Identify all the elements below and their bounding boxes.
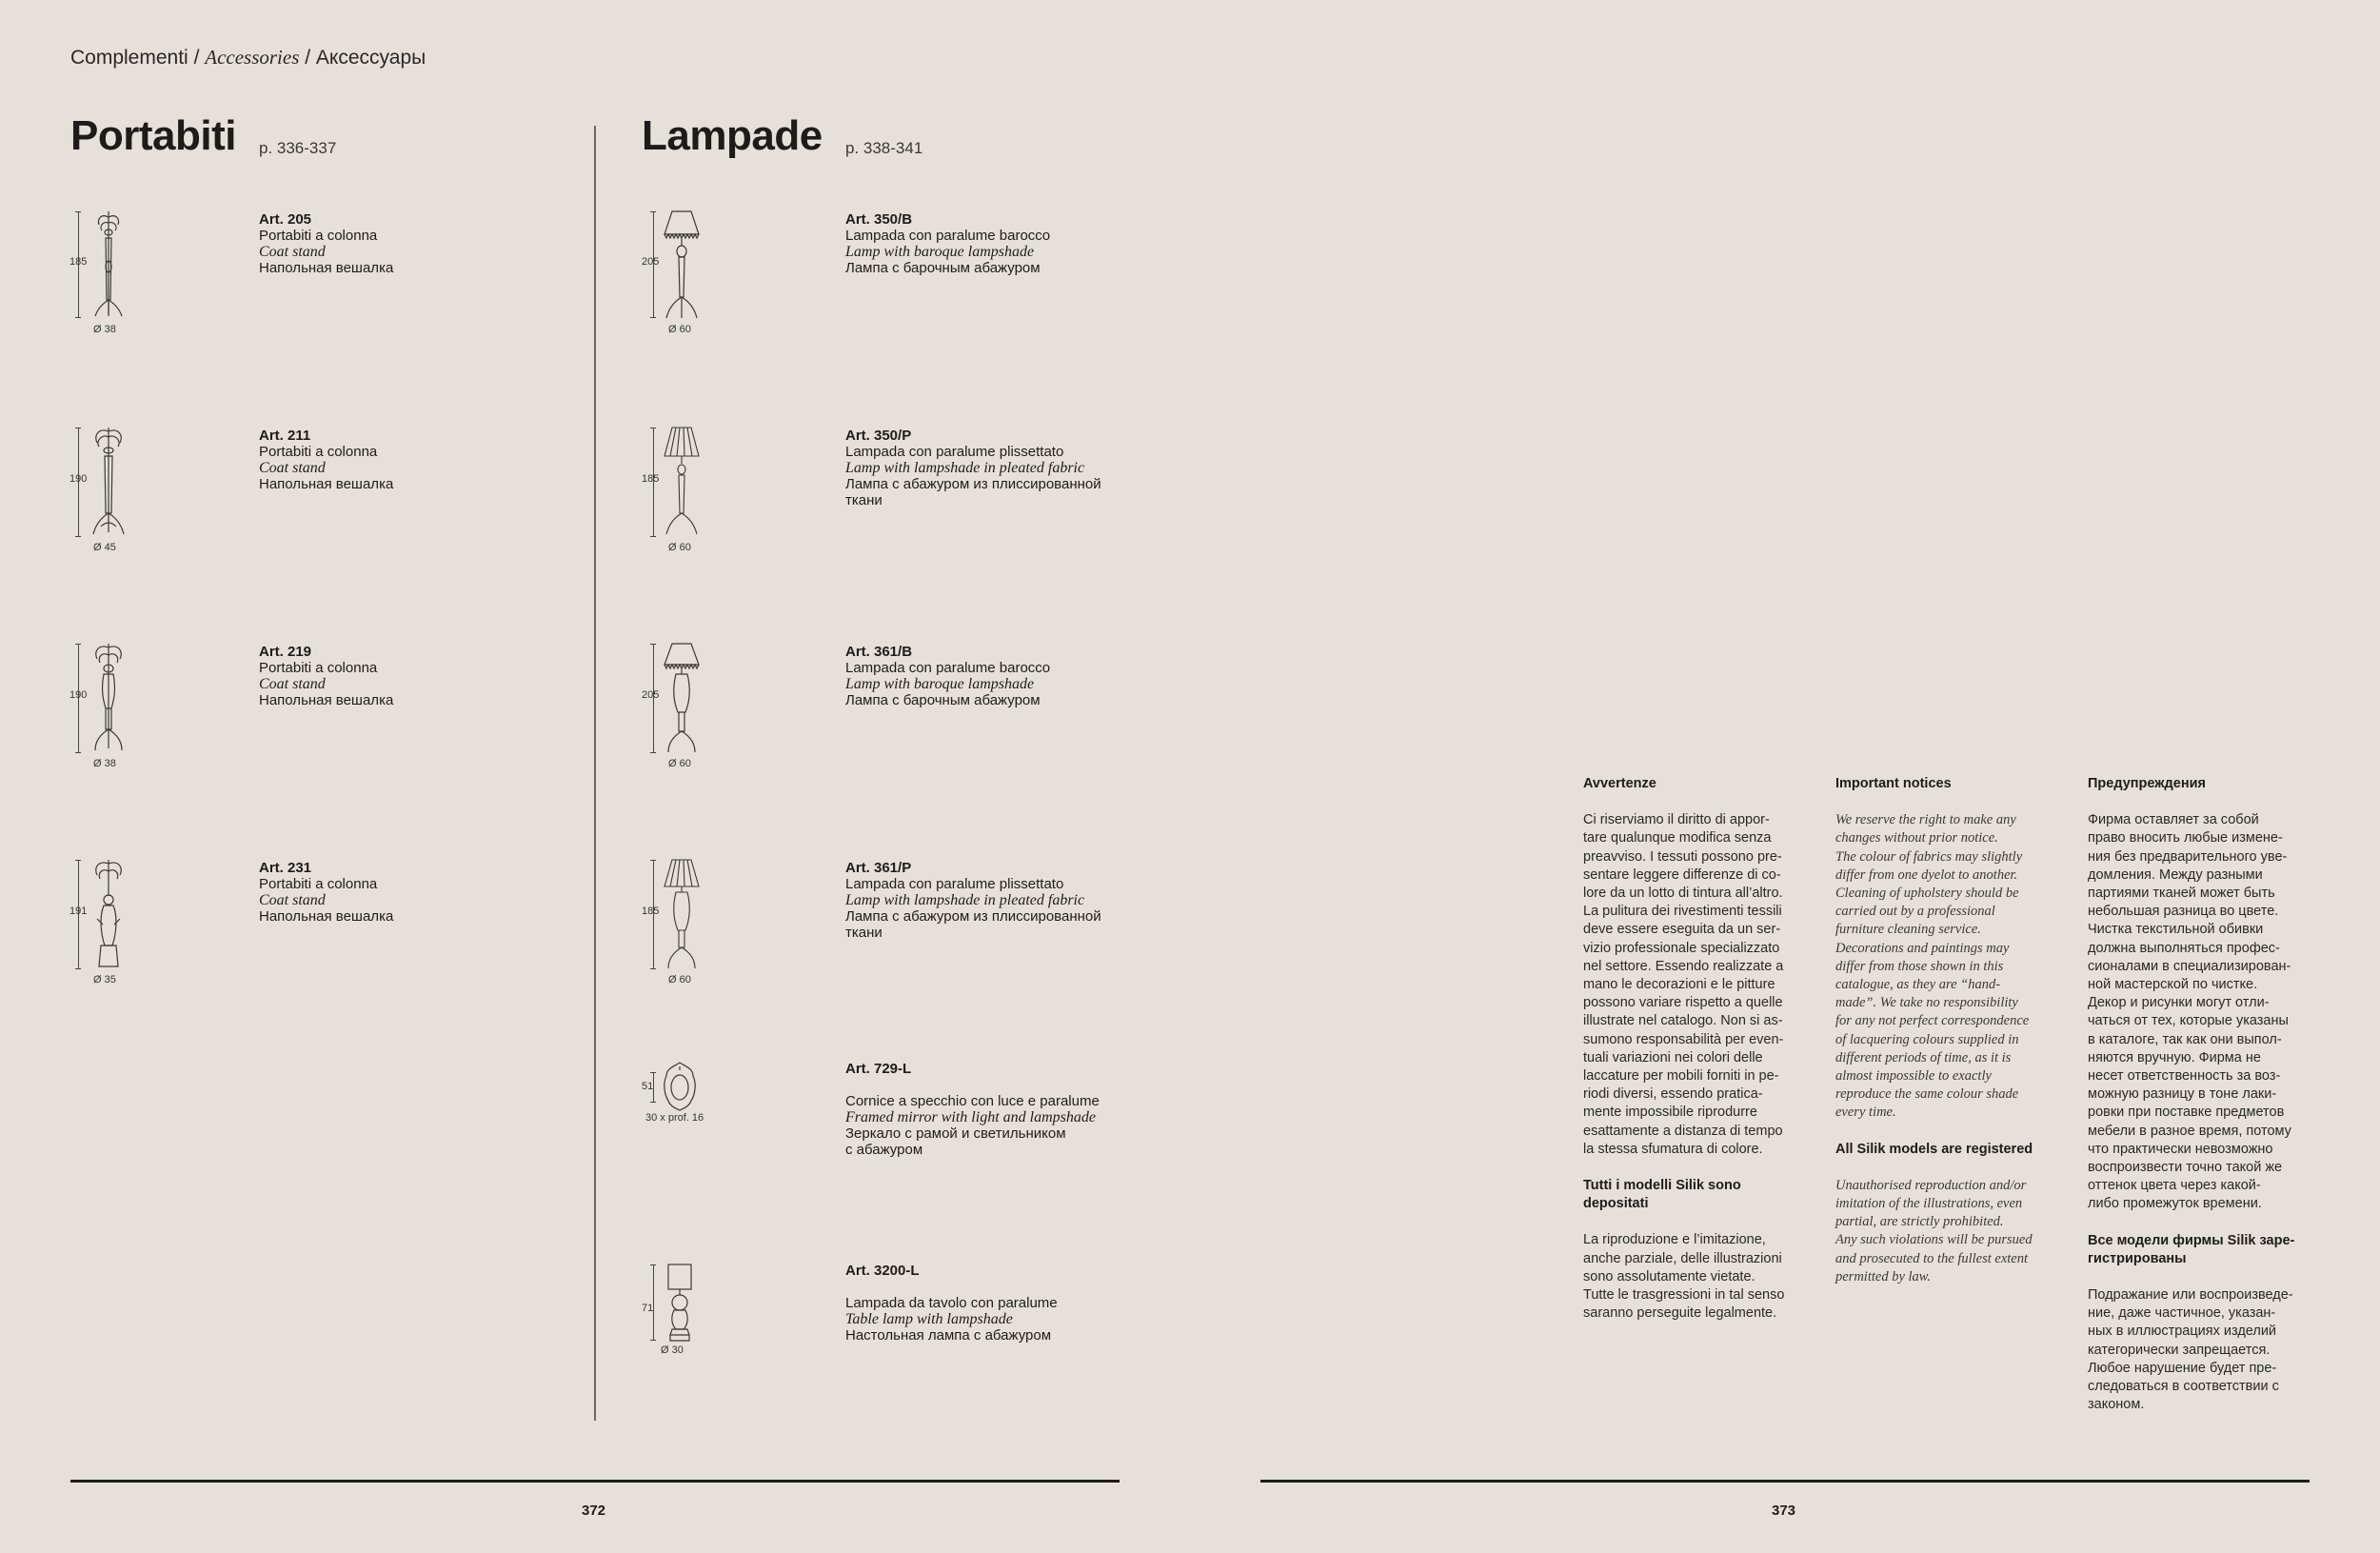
notice-column-ru	[2088, 775, 2307, 1415]
product-231	[259, 860, 393, 925]
notice-line: anche parziale, delle illustrazioni	[1583, 1250, 1782, 1266]
notice-line: partial, are strictly prohibited.	[1835, 1214, 2004, 1230]
notice-line: permitted by law.	[1835, 1268, 1932, 1284]
product-name-it: Portabiti a colonna	[259, 228, 378, 244]
notice-line: партиями тканей может быть	[2088, 886, 2275, 902]
dimension-diameter: Ø 30	[661, 1344, 684, 1356]
product-name-ru: Настольная лампа с абажуром	[845, 1327, 1052, 1344]
notice-subheading	[1583, 1177, 1802, 1213]
notice-line: Ci riserviamo il diritto di appor-	[1583, 812, 1770, 828]
notice-line: possono variare rispetto a quelle	[1583, 995, 1783, 1011]
breadcrumb-it: Complementi	[70, 47, 188, 69]
product-illustration-729l	[640, 1059, 744, 1135]
breadcrumb-separator: /	[193, 47, 200, 69]
notice-line: The colour of fabrics may slightly	[1835, 848, 2023, 865]
notice-line: every time.	[1835, 1105, 1896, 1121]
pleated-lamp-icon	[659, 858, 704, 972]
notice-line: saranno perseguite legalmente.	[1583, 1305, 1777, 1322]
dimension-height: 51	[642, 1081, 654, 1092]
product-205	[259, 211, 393, 276]
product-name-it: Lampada con paralume barocco	[845, 228, 1051, 244]
product-code: Art. 205	[259, 211, 312, 228]
product-name-ru: Лампа с барочным абажуром	[845, 692, 1041, 708]
notice-line: Unauthorised reproduction and/or	[1835, 1177, 2027, 1193]
dimension-diameter: Ø 45	[93, 542, 116, 553]
product-illustration-350b	[640, 209, 716, 338]
notice-line: чаться от тех, которые указаны	[2088, 1013, 2289, 1029]
product-name-ru-cont: ткани	[845, 492, 883, 508]
product-name-en: Lamp with baroque lampshade	[845, 244, 1035, 260]
notice-line: esattamente a distanza di tempo	[1583, 1123, 1783, 1139]
dimension-height: 185	[642, 906, 660, 917]
notice-subheading-line: All Silik models are registered	[1835, 1141, 2033, 1157]
notice-line: Cleaning of upholstery should be	[1835, 886, 2019, 902]
product-name-ru: Напольная вешалка	[259, 692, 394, 708]
product-name-en: Coat stand	[259, 244, 326, 260]
product-name-en: Coat stand	[259, 676, 326, 692]
notice-line: sono assolutamente vietate.	[1583, 1268, 1755, 1284]
notice-line: la stessa sfumatura di colore.	[1583, 1141, 1763, 1157]
notice-line: что практически невозможно	[2088, 1141, 2273, 1157]
notice-body	[2088, 811, 2307, 1213]
notice-line: preavviso. I tessuti possono pre-	[1583, 848, 1782, 865]
product-219	[259, 644, 393, 708]
notice-line: следоваться в соответствии с	[2088, 1379, 2279, 1395]
notice-line: Фирма оставляет за собой	[2088, 812, 2259, 828]
notice-line: catalogue, as they are “hand-	[1835, 977, 2001, 993]
product-name-en: Coat stand	[259, 892, 326, 908]
page-number-right: 373	[1772, 1503, 1796, 1519]
notice-line: категорически запрещается.	[2088, 1342, 2271, 1358]
notice-line: mente impossibile riprodurre	[1583, 1105, 1757, 1121]
dimension-height: 205	[642, 256, 660, 268]
product-name-en: Lamp with lampshade in pleated fabric	[845, 892, 1085, 908]
notice-line: ных в иллюстрациях изделий	[2088, 1324, 2277, 1340]
product-name-it: Lampada con paralume plissettato	[845, 444, 1064, 460]
notice-line: Any such violations will be pursued	[1835, 1232, 2033, 1248]
product-code: Art. 3200-L	[845, 1263, 920, 1279]
notice-line: riodi diversi, essendo pratica-	[1583, 1086, 1763, 1103]
notice-line: Декор и рисунки могут отли-	[2088, 995, 2270, 1011]
dimension-diameter: Ø 60	[668, 324, 691, 335]
product-name-ru: Лампа с барочным абажуром	[845, 260, 1041, 276]
product-code: Art. 361/P	[845, 860, 912, 876]
dimension-diameter: Ø 38	[93, 324, 116, 335]
notice-line: mano le decorazioni e le pitture	[1583, 977, 1775, 993]
dimension-height: 190	[69, 689, 88, 701]
baroque-lamp-icon	[659, 642, 704, 756]
product-350p	[845, 428, 1101, 508]
product-illustration-205	[67, 209, 133, 338]
product-name-it: Lampada con paralume barocco	[845, 660, 1051, 676]
product-name-en: Table lamp with lampshade	[845, 1311, 1013, 1327]
product-name-it: Portabiti a colonna	[259, 444, 378, 460]
dimension-height: 190	[69, 473, 88, 485]
product-name-ru: Напольная вешалка	[259, 908, 394, 925]
notice-column-en	[1835, 775, 2054, 1286]
product-name-it: Lampada da tavolo con paralume	[845, 1295, 1058, 1311]
notice-body	[1583, 811, 1802, 1159]
notice-line: differ from those shown in this	[1835, 958, 2004, 974]
notice-subheading-line: depositati	[1583, 1196, 1649, 1212]
notice-line: сионалами в специализирован-	[2088, 958, 2291, 974]
product-illustration-211	[67, 426, 133, 554]
baroque-lamp-icon	[659, 209, 704, 322]
notice-line: for any not perfect correspondence	[1835, 1013, 2030, 1029]
breadcrumb-en: Accessories	[205, 46, 300, 69]
dimension-diameter: Ø 60	[668, 974, 691, 986]
notice-line: должна выполняться профес-	[2088, 940, 2280, 956]
table-lamp-icon	[659, 1263, 701, 1343]
notice-line: changes without prior notice.	[1835, 830, 1998, 846]
notice-line: оттенок цвета через какой-	[2088, 1178, 2261, 1194]
notice-subheading-line: Все модели фирмы Silik заре-	[2088, 1232, 2295, 1248]
dimension-size: 30 x prof. 16	[645, 1112, 704, 1124]
notice-line: laccature per mobili forniti in pe-	[1583, 1068, 1779, 1085]
notice-line: можную разницу в тоне лаки-	[2088, 1086, 2277, 1103]
notice-line: несет ответственность за воз-	[2088, 1068, 2281, 1085]
notice-line: La pulitura dei rivestimenti tessili	[1583, 904, 1782, 920]
product-name-it: Cornice a specchio con luce e paralume	[845, 1093, 1100, 1109]
notice-line: tare qualunque modifica senza	[1583, 830, 1772, 846]
section-title-lampade: Lampade	[642, 112, 823, 159]
dimension-diameter: Ø 35	[93, 974, 116, 986]
notice-line: deve essere eseguita da un ser-	[1583, 922, 1781, 938]
notice-line: законом.	[2088, 1397, 2145, 1413]
product-name-en: Framed mirror with light and lampshade	[845, 1109, 1096, 1125]
section-pages-portabiti: p. 336-337	[259, 139, 337, 157]
notice-line: lore da un lotto di tintura all’altro.	[1583, 886, 1783, 902]
notice-line: reproduce the same colour shade	[1835, 1086, 2019, 1103]
notice-line: almost impossible to exactly	[1835, 1068, 1992, 1085]
product-code: Art. 350/B	[845, 211, 913, 228]
notice-body	[1835, 811, 2054, 1122]
footer-rule-right	[1260, 1480, 2310, 1483]
dimension-height: 71	[642, 1303, 654, 1314]
notice-line: ной мастерской по чистке.	[2088, 977, 2258, 993]
notice-line: воспроизвести точно такой же	[2088, 1160, 2283, 1176]
product-name-ru: Напольная вешалка	[259, 476, 394, 492]
coat-stand-icon	[89, 426, 128, 540]
product-name-ru-cont: с абажуром	[845, 1142, 923, 1158]
product-729l	[845, 1061, 1100, 1158]
notice-column-it	[1583, 775, 1802, 1323]
notice-line: либо промежуток времени.	[2088, 1196, 2262, 1212]
footer-rule-left	[70, 1480, 1120, 1483]
notice-heading: Предупреждения	[2088, 776, 2206, 791]
notice-line: carried out by a professional	[1835, 904, 1995, 920]
notice-line: illustrate nel catalogo. Non si as-	[1583, 1013, 1783, 1029]
notice-subheading	[1835, 1141, 2054, 1159]
notice-line: vizio professionale specializzato	[1583, 940, 1780, 956]
product-code: Art. 231	[259, 860, 312, 876]
product-name-en: Coat stand	[259, 460, 326, 476]
notice-body-2	[1583, 1231, 1802, 1323]
notice-line: La riproduzione e l’imitazione,	[1583, 1232, 1766, 1248]
product-code: Art. 729-L	[845, 1061, 912, 1077]
notice-line: мебели в разное время, потому	[2088, 1123, 2291, 1139]
breadcrumb-ru: Аксессуары	[315, 47, 426, 69]
dimension-diameter: Ø 60	[668, 758, 691, 769]
product-3200l	[845, 1263, 1058, 1344]
product-name-en: Lamp with baroque lampshade	[845, 676, 1035, 692]
product-350b	[845, 211, 1050, 276]
notice-line: небольшая разница во цвете.	[2088, 904, 2279, 920]
coat-stand-icon	[89, 209, 128, 322]
notice-line: different periods of time, as it is	[1835, 1049, 2012, 1065]
product-211	[259, 428, 393, 492]
notice-line: ние, даже частичное, указан-	[2088, 1305, 2276, 1322]
notice-line: Чистка текстильной обивки	[2088, 922, 2264, 938]
section-divider	[594, 126, 596, 1421]
notice-line: Подражание или воспроизведе-	[2088, 1287, 2293, 1304]
product-illustration-361p	[640, 858, 716, 986]
notice-line: право вносить любые измене-	[2088, 830, 2283, 846]
product-name-ru: Напольная вешалка	[259, 260, 394, 276]
dimension-diameter: Ø 60	[668, 542, 691, 553]
product-illustration-3200l	[640, 1263, 725, 1358]
notice-line: домления. Между разными	[2088, 866, 2263, 883]
product-name-ru: Зеркало с рамой и светильником	[845, 1125, 1066, 1142]
page-number-left: 372	[582, 1503, 606, 1519]
product-name-it: Lampada con paralume plissettato	[845, 876, 1064, 892]
notice-line: differ from one dyelot to another.	[1835, 866, 2018, 883]
section-pages-lampade: p. 338-341	[845, 139, 923, 157]
notice-heading: Avvertenze	[1583, 776, 1656, 791]
notice-heading: Important notices	[1835, 776, 1952, 791]
notice-line: and prosecuted to the fullest extent	[1835, 1250, 2029, 1266]
notice-body-2	[1835, 1177, 2054, 1286]
coat-stand-icon	[89, 858, 128, 972]
product-illustration-361b	[640, 642, 716, 770]
notice-line: ния без предварительного уве-	[2088, 848, 2288, 865]
product-name-ru: Лампа с абажуром из плиссированной	[845, 908, 1101, 925]
product-name-it: Portabiti a colonna	[259, 660, 378, 676]
notice-line: furniture cleaning service.	[1835, 922, 1981, 938]
product-code: Art. 219	[259, 644, 312, 660]
product-361b	[845, 644, 1050, 708]
product-code: Art. 350/P	[845, 428, 912, 444]
notice-line: imitation of the illustrations, even	[1835, 1196, 2023, 1212]
notice-line: tuali variazioni nei colori delle	[1583, 1049, 1763, 1065]
notice-line: sentare leggere differenze di co-	[1583, 866, 1781, 883]
product-name-it: Portabiti a colonna	[259, 876, 378, 892]
notice-subheading	[2088, 1232, 2307, 1268]
breadcrumb-separator: /	[305, 47, 311, 69]
pleated-lamp-icon	[659, 426, 704, 540]
notice-subheading-line: Tutti i modelli Silik sono	[1583, 1178, 1741, 1194]
notice-line: Tutte le trasgressioni in tal senso	[1583, 1287, 1785, 1304]
product-illustration-231	[67, 858, 133, 986]
coat-stand-icon	[89, 642, 128, 756]
section-title-portabiti: Portabiti	[70, 112, 236, 159]
product-illustration-219	[67, 642, 133, 770]
notice-line: Любое нарушение будет пре-	[2088, 1360, 2277, 1376]
product-illustration-350p	[640, 426, 716, 554]
dimension-height: 205	[642, 689, 660, 701]
product-code: Art. 361/B	[845, 644, 913, 660]
notice-line: sumono responsabilità per even-	[1583, 1031, 1784, 1047]
dimension-height: 185	[642, 473, 660, 485]
notice-line: няются вручную. Фирма не	[2088, 1049, 2261, 1065]
notice-line: nel settore. Essendo realizzate a	[1583, 958, 1784, 974]
notice-body-2	[2088, 1286, 2307, 1414]
notice-line: ровки при поставке предметов	[2088, 1105, 2285, 1121]
product-code: Art. 211	[259, 428, 311, 444]
notice-line: We reserve the right to make any	[1835, 812, 2016, 828]
dimension-diameter: Ø 38	[93, 758, 116, 769]
notice-line: made”. We take no responsibility	[1835, 995, 2018, 1011]
notice-line: в каталоге, так как они выпол-	[2088, 1031, 2282, 1047]
notice-subheading-line: гистрированы	[2088, 1250, 2187, 1266]
breadcrumb	[70, 46, 426, 70]
notice-line: of lacquering colours supplied in	[1835, 1031, 2019, 1047]
dimension-height: 191	[69, 906, 88, 917]
framed-mirror-icon	[661, 1061, 699, 1112]
dimension-height: 185	[69, 256, 88, 268]
notice-line: Decorations and paintings may	[1835, 940, 2010, 956]
product-361p	[845, 860, 1101, 941]
product-name-ru-cont: ткани	[845, 925, 883, 941]
product-name-ru: Лампа с абажуром из плиссированной	[845, 476, 1101, 492]
product-name-en: Lamp with lampshade in pleated fabric	[845, 460, 1085, 476]
